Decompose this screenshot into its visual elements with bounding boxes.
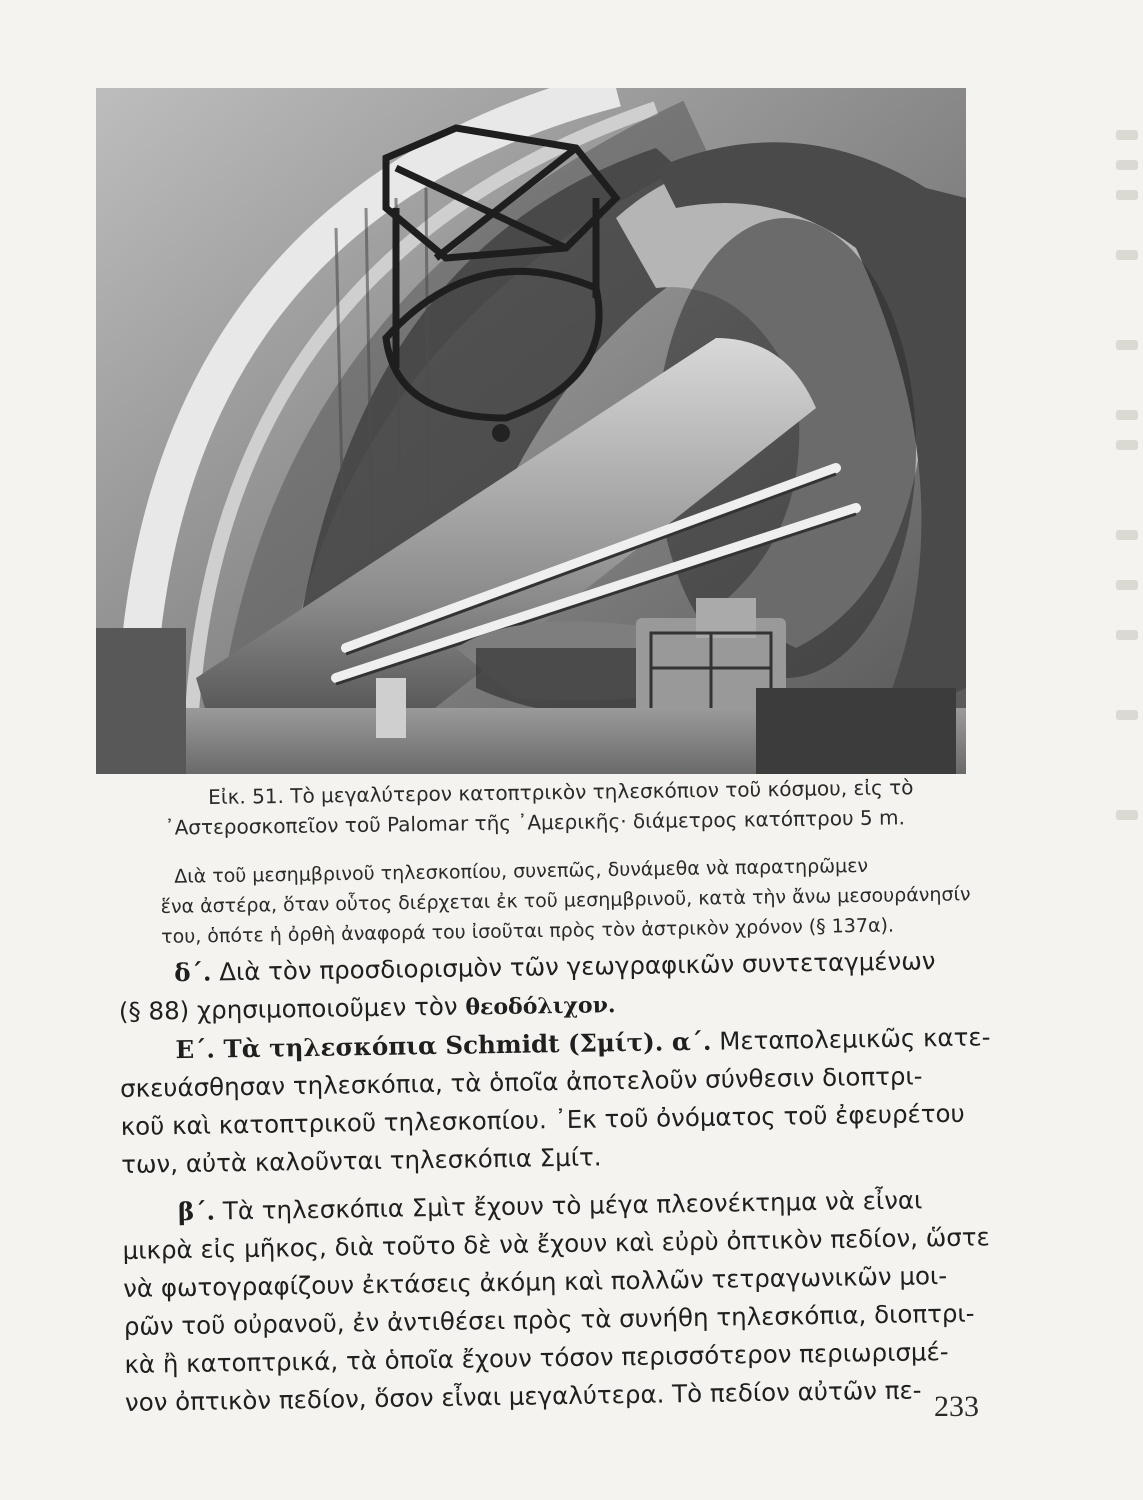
beta-line-2: μικρὰ εἰς μῆκος, διὰ τοῦτο δὲ νὰ ἔχουν καὶ εὐρὺ ὀπτικὸν πεδίον, ὥστε — [122, 1222, 990, 1265]
small-paragraph-line-2: ἕνα ἀστέρα, ὅταν οὗτος διέρχεται ἐκ τοῦ μεσημβρινοῦ, κατὰ τὴν ἄνω μεσουράνησίν — [160, 883, 971, 918]
beta-line-3: νὰ φωτογραφίζουν ἐκτάσεις ἀκόμη καὶ πολλῶν τετραγωνικῶν μοι- — [123, 1261, 948, 1303]
theodolite-term: θεοδόλιχον. — [465, 992, 616, 1021]
beta-line-6: νον ὀπτικὸν πεδίον, ὅσον εἶναι μεγαλύτερα. Τὸ πεδίον αὐτῶν πε- — [124, 1375, 922, 1417]
delta-marker: δ΄. — [174, 957, 212, 988]
E-line-3: κοῦ καὶ κατοπτρικοῦ τηλεσκοπίου. ᾿Εκ τοῦ ὀνόματος τοῦ ἐφευρέτου — [120, 1098, 965, 1141]
small-paragraph-line-1: Διὰ τοῦ μεσημβρινοῦ τηλεσκοπίου, συνεπῶς, δυνάμεθα νὰ παρατηρῶμεν — [174, 854, 869, 888]
E-line-1-text: Μεταπολεμικῶς κατε- — [711, 1022, 991, 1056]
beta-line-1-text: Τὰ τηλεσκόπια Σμὶτ ἔχουν τὸ μέγα πλεονέκτημα νὰ εἶναι — [214, 1185, 923, 1226]
small-paragraph-line-3: του, ὁπότε ἡ ὀρθὴ ἀναφορά του ἰσοῦται πρὸς τὸν ἀστρικὸν χρόνον (§ 137α). — [161, 914, 895, 948]
beta-marker: β΄. — [177, 1196, 216, 1227]
delta-line-2-text: (§ 88) χρησιμοποιοῦμεν τὸν — [118, 991, 466, 1026]
E-line-4: των, αὐτὰ καλοῦνται τηλεσκόπια Σμίτ. — [121, 1142, 602, 1179]
caption-line-1: Εἰκ. 51. Τὸ μεγαλύτερον κατοπτρικὸν τηλεσκόπιον τοῦ κόσμου, εἰς τὸ — [208, 775, 914, 809]
E-line-2: σκευάσθησαν τηλεσκόπια, τὰ ὁποῖα ἀποτελοῦν σύνθεσιν διοπτρι- — [119, 1061, 923, 1103]
main-body-text — [118, 941, 995, 1422]
figure-caption — [164, 771, 979, 842]
beta-line-5: κὰ ἢ κατοπτρικά, τὰ ὁποῖα ἔχουν τόσον περισσότερον περιωρισμέ- — [124, 1337, 949, 1379]
telescope-photo-graphic — [96, 88, 966, 774]
section-E-alpha: α΄. — [663, 1026, 712, 1057]
small-paragraph — [160, 849, 971, 952]
telescope-photograph — [96, 88, 966, 774]
bleed-through-margin — [1108, 110, 1143, 1490]
beta-line-4: ρῶν τοῦ οὐρανοῦ, ἐν ἀντιθέσει πρὸς τὰ συνήθη τηλεσκόπια, διοπτρι- — [123, 1298, 975, 1341]
section-E-heading: Ε΄. Τὰ τηλεσκόπια Schmidt (Σμίτ). — [175, 1027, 664, 1065]
delta-line-1-text: Διὰ τὸν προσδιορισμὸν τῶν γεωγραφικῶν συντεταγμένων — [211, 946, 936, 987]
page-number: 233 — [934, 1390, 979, 1423]
caption-line-2: ᾿Αστεροσκοπεῖον τοῦ Palomar τῆς ᾿Αμερικῆς· διάμετρος κατόπτρου 5 m. — [164, 805, 906, 840]
